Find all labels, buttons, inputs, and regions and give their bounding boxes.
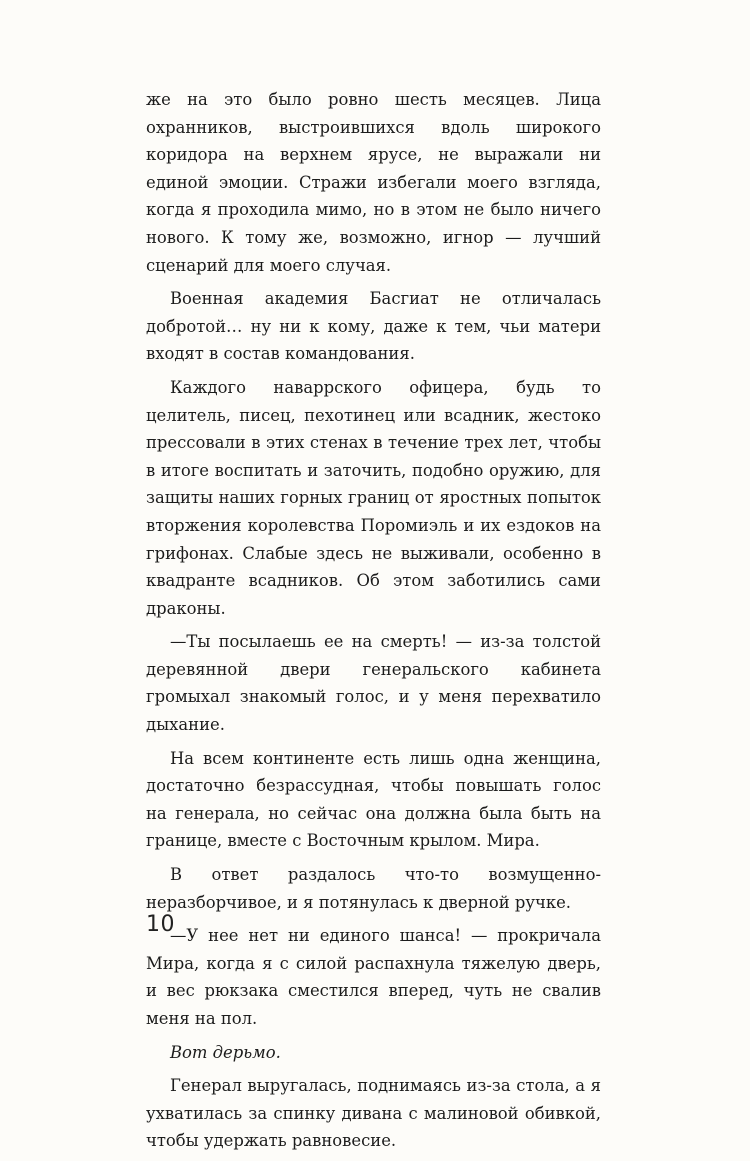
paragraph-7: —У нее нет ни единого шанса! — прокричала Мира, когда я с силой распахнула тяжелую дверь, и вес рюкзака сместился вперед, чуть не свалив меня на пол. — [146, 926, 601, 1028]
paragraph-1: же на это было ровно шесть месяцев. Лица охранников, выстроившихся вдоль широкого коридора на верхнем ярусе, не выражали ни единой эмоции. Стражи избегали моего взгляда, когда я проходила мимо, но в этом не было ничего нового. К тому же, возможно, игнор — лучший сценарий для моего случая. — [146, 90, 601, 275]
paragraph-4: —Ты посылаешь ее на смерть! — из-за толстой деревянной двери генеральского кабинета громыхал знакомый голос, и у меня перехватило дыхание. — [146, 632, 601, 735]
paragraph-5: На всем континенте есть лишь одна женщина, достаточно безрассудная, чтобы повышать голос на генерала, но сейчас она должна была быть на границе, вместе с Восточным крылом. Мира. — [146, 748, 601, 851]
page-number: 10 — [146, 912, 175, 937]
paragraph-3: Каждого наваррского офицера, будь то целитель, писец, пехотинец или всадник, жестоко прессовали в этих стенах в течение трех лет, чтобы в итоге воспитать и заточить, подобно оружию, для защиты наших горных границ от яростных попыток вторжения королевства Поромиэль и их ездоков на грифонах. Слабые здесь не выживали, особенно в квадранте всадников. Об этом заботились сами драконы. — [146, 377, 601, 618]
paragraph-9: Генерал выругалась, поднимаясь из-за стола, а я ухватилась за спинку дивана с малиновой обивкой, чтобы удержать равновесие. — [146, 1076, 601, 1151]
paragraph-6: В ответ раздалось что-то возмущенно-неразборчивое, и я потянулась к дверной ручке. — [146, 865, 601, 912]
paragraph-8-italic: Вот дерьмо. — [170, 1042, 281, 1062]
paragraph-2: Военная академия Басгиат не отличалась добротой… ну ни к кому, даже к тем, чьи матери входят в состав командования. — [146, 289, 601, 364]
